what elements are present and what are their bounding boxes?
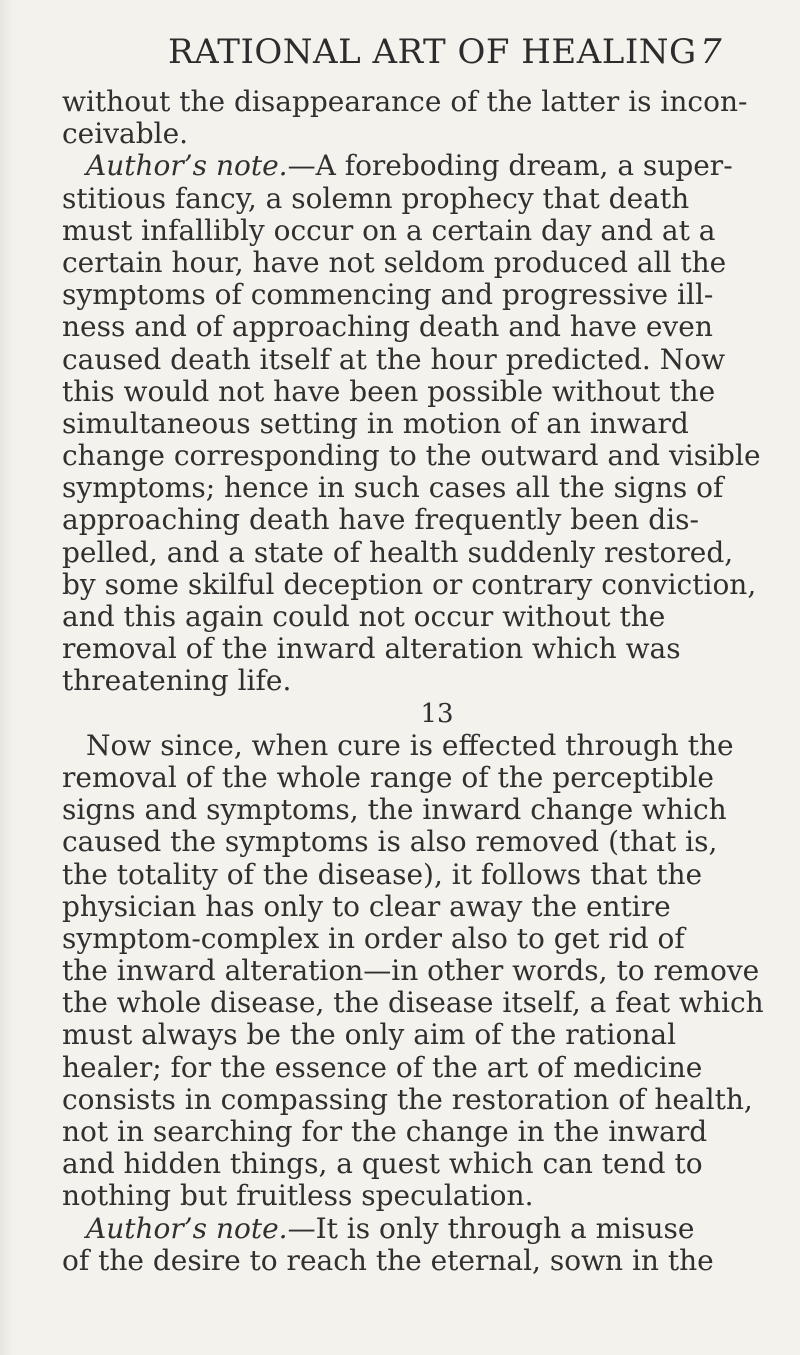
- text-line: ness and of approaching death and have even: [62, 310, 713, 344]
- text-line: signs and symptoms, the inward change which: [62, 793, 727, 827]
- text-line: by some skilful deception or contrary conviction,: [62, 567, 757, 601]
- text-line: symptoms; hence in such cases all the signs of: [62, 471, 724, 505]
- text-line: of the desire to reach the eternal, sown in the: [62, 1243, 714, 1277]
- text-line: simultaneous setting in motion of an inward: [62, 406, 689, 440]
- text-line: pelled, and a state of health suddenly restored,: [62, 535, 734, 569]
- text-line: not in searching for the change in the inward: [62, 1115, 708, 1148]
- text-line: healer; for the essence of the art of medicine: [62, 1050, 703, 1084]
- text-line: stitious fancy, a solemn prophecy that death: [62, 181, 690, 215]
- text-line: symptoms of commencing and progressive ill-: [62, 278, 714, 312]
- text-line: the whole disease, the disease itself, a feat which: [62, 986, 764, 1020]
- text-line: threatening life.: [62, 664, 292, 698]
- text-line: the inward alteration—in other words, to remove: [62, 954, 760, 988]
- section-number: 13: [420, 698, 454, 729]
- text-line: caused the symptoms is also removed (that is,: [62, 825, 718, 859]
- text-line: approaching death have frequently been dis-: [62, 503, 699, 537]
- page-number: 7: [700, 32, 723, 72]
- text-line: Now since, when cure is effected through the: [86, 728, 734, 762]
- text-line: this would not have been possible without the: [62, 374, 716, 408]
- author-note-label: Author’s note.: [86, 149, 288, 183]
- text-line: removal of the whole range of the perceptible: [62, 760, 714, 794]
- text-line: must infallibly occur on a certain day and at a: [62, 213, 716, 247]
- text-line: without the disappearance of the latter is incon-: [62, 85, 748, 118]
- text-line: must always be the only aim of the rational: [62, 1018, 677, 1052]
- text-line: the totality of the disease), it follows that the: [62, 857, 703, 891]
- author-note-text: —It is only through a misuse: [287, 1211, 695, 1245]
- text-line: nothing but fruitless speculation.: [62, 1179, 534, 1213]
- body-text: [62, 86, 782, 1277]
- text-line: certain hour, have not seldom produced all the: [62, 245, 727, 279]
- text-line: and this again could not occur without the: [62, 600, 666, 633]
- author-note-line: [62, 150, 782, 182]
- text-line: physician has only to clear away the entire: [62, 889, 671, 923]
- text-line: change corresponding to the outward and visible: [62, 439, 761, 473]
- author-note-text: —A foreboding dream, a super-: [287, 149, 733, 183]
- author-note-line: [62, 1213, 782, 1245]
- author-note-label: Author’s note.: [86, 1211, 288, 1245]
- page-title: RATIONAL ART OF HEALING: [168, 32, 697, 72]
- text-line: removal of the inward alteration which was: [62, 632, 681, 666]
- text-line: consists in compassing the restoration of health,: [62, 1082, 753, 1116]
- running-head: [168, 27, 728, 77]
- text-line: and hidden things, a quest which can tend to: [62, 1147, 703, 1181]
- text-line: caused death itself at the hour predicted. Now: [62, 342, 726, 376]
- text-line: symptom-complex in order also to get rid of: [62, 921, 685, 955]
- text-line: ceivable.: [62, 117, 189, 151]
